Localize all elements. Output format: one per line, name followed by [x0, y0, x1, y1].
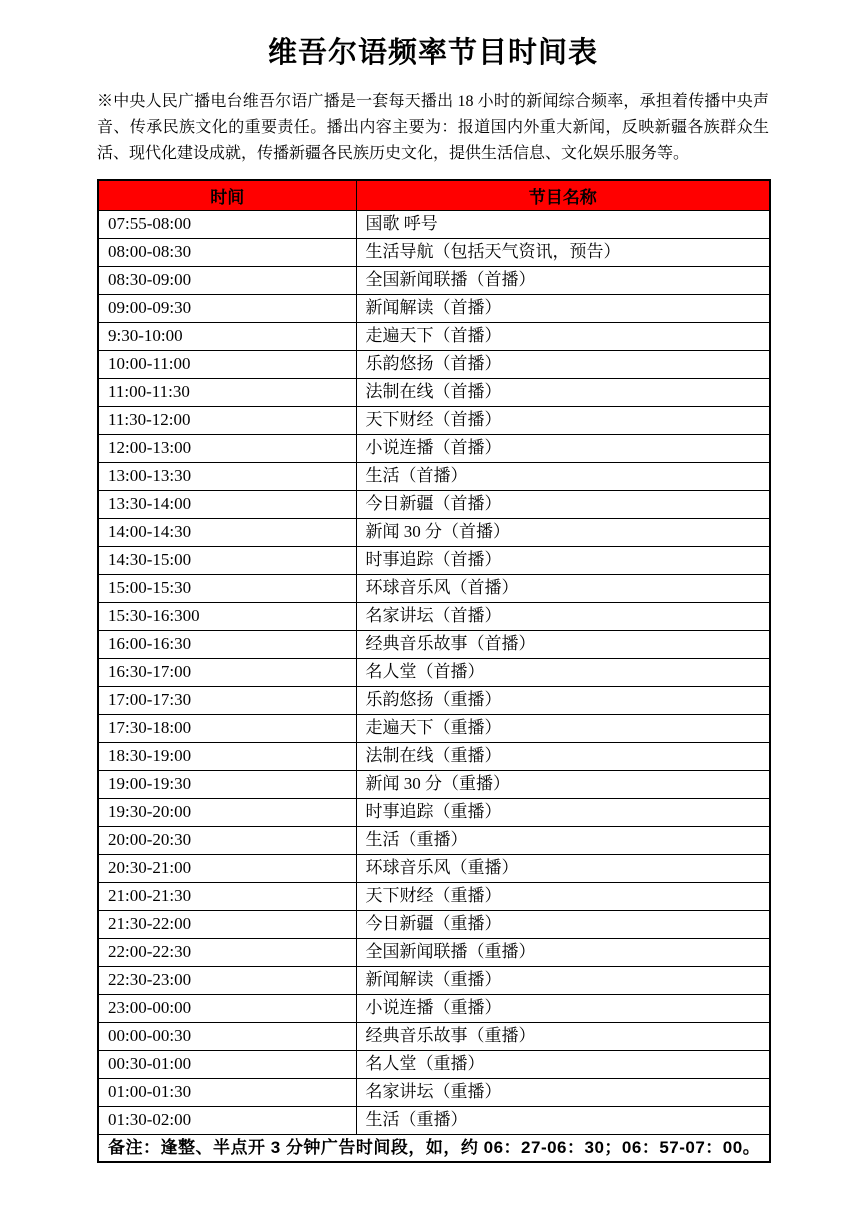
- table-row: [98, 798, 770, 826]
- time-cell: 21:30-22:00: [98, 910, 356, 938]
- program-cell: 名人堂（重播）: [356, 1050, 770, 1078]
- program-cell: 天下财经（重播）: [356, 882, 770, 910]
- program-cell: 时事追踪（首播）: [356, 546, 770, 574]
- time-cell: 22:30-23:00: [98, 966, 356, 994]
- table-body: [98, 210, 770, 1134]
- program-cell: 名家讲坛（首播）: [356, 602, 770, 630]
- program-cell: 生活（重播）: [356, 1106, 770, 1134]
- table-row: [98, 1078, 770, 1106]
- time-cell: 14:00-14:30: [98, 518, 356, 546]
- time-cell: 19:30-20:00: [98, 798, 356, 826]
- time-cell: 00:00-00:30: [98, 1022, 356, 1050]
- program-cell: 环球音乐风（首播）: [356, 574, 770, 602]
- note-row: [98, 1134, 770, 1162]
- intro-paragraph: ※中央人民广播电台维吾尔语广播是一套每天播出 18 小时的新闻综合频率，承担着传播中央声音、传承民族文化的重要责任。播出内容主要为：报道国内外重大新闻，反映新疆各族群众生活、现代化建设成就，传播新疆各民族历史文化，提供生活信息、文化娱乐服务等。: [97, 93, 769, 162]
- page-title: 维吾尔语频率节目时间表: [267, 37, 598, 69]
- program-cell: 国歌 呼号: [356, 210, 770, 238]
- time-cell: 13:30-14:00: [98, 490, 356, 518]
- program-cell: 乐韵悠扬（重播）: [356, 686, 770, 714]
- time-cell: 17:00-17:30: [98, 686, 356, 714]
- time-cell: 01:00-01:30: [98, 1078, 356, 1106]
- time-cell: 22:00-22:30: [98, 938, 356, 966]
- table-row: [98, 938, 770, 966]
- table-row: [98, 490, 770, 518]
- program-cell: 经典音乐故事（首播）: [356, 630, 770, 658]
- table-row: [98, 742, 770, 770]
- program-cell: 时事追踪（重播）: [356, 798, 770, 826]
- table-row: [98, 854, 770, 882]
- time-cell: 00:30-01:00: [98, 1050, 356, 1078]
- program-cell: 全国新闻联播（重播）: [356, 938, 770, 966]
- table-row: [98, 546, 770, 574]
- program-cell: 今日新疆（首播）: [356, 490, 770, 518]
- program-cell: 走遍天下（首播）: [356, 322, 770, 350]
- time-cell: 17:30-18:00: [98, 714, 356, 742]
- program-cell: 小说连播（重播）: [356, 994, 770, 1022]
- time-cell: 01:30-02:00: [98, 1106, 356, 1134]
- time-cell: 19:00-19:30: [98, 770, 356, 798]
- time-cell: 11:00-11:30: [98, 378, 356, 406]
- program-cell: 走遍天下（重播）: [356, 714, 770, 742]
- table-row: [98, 378, 770, 406]
- time-cell: 11:30-12:00: [98, 406, 356, 434]
- program-cell: 生活（重播）: [356, 826, 770, 854]
- table-row: [98, 630, 770, 658]
- table-header: [98, 180, 770, 210]
- program-cell: 名人堂（首播）: [356, 658, 770, 686]
- time-cell: 20:30-21:00: [98, 854, 356, 882]
- table-row: [98, 574, 770, 602]
- time-cell: 13:00-13:30: [98, 462, 356, 490]
- col-header-time: 时间: [98, 180, 356, 210]
- table-row: [98, 966, 770, 994]
- table-row: [98, 238, 770, 266]
- program-cell: 新闻 30 分（首播）: [356, 518, 770, 546]
- table-row: [98, 686, 770, 714]
- program-cell: 小说连播（首播）: [356, 434, 770, 462]
- program-cell: 乐韵悠扬（首播）: [356, 350, 770, 378]
- program-cell: 环球音乐风（重播）: [356, 854, 770, 882]
- table-row: [98, 658, 770, 686]
- table-row: [98, 462, 770, 490]
- table-row: [98, 1022, 770, 1050]
- document-page: [97, 0, 769, 1163]
- time-cell: 08:00-08:30: [98, 238, 356, 266]
- program-cell: 新闻解读（首播）: [356, 294, 770, 322]
- table-row: [98, 294, 770, 322]
- table-row: [98, 1050, 770, 1078]
- time-cell: 09:00-09:30: [98, 294, 356, 322]
- table-row: [98, 518, 770, 546]
- time-cell: 12:00-13:00: [98, 434, 356, 462]
- table-row: [98, 882, 770, 910]
- col-header-program: 节目名称: [356, 180, 770, 210]
- program-cell: 法制在线（重播）: [356, 742, 770, 770]
- table-row: [98, 910, 770, 938]
- header-row: [98, 180, 770, 210]
- table-row: [98, 714, 770, 742]
- table-row: [98, 770, 770, 798]
- table-row: [98, 210, 770, 238]
- program-cell: 今日新疆（重播）: [356, 910, 770, 938]
- table-row: [98, 434, 770, 462]
- time-cell: 10:00-11:00: [98, 350, 356, 378]
- time-cell: 16:00-16:30: [98, 630, 356, 658]
- note-cell: 备注：逢整、半点开 3 分钟广告时间段，如，约 06：27-06：30；06：57-07：00。: [98, 1134, 770, 1162]
- time-cell: 08:30-09:00: [98, 266, 356, 294]
- table-row: [98, 1106, 770, 1134]
- table-row: [98, 350, 770, 378]
- program-cell: 名家讲坛（重播）: [356, 1078, 770, 1106]
- program-cell: 全国新闻联播（首播）: [356, 266, 770, 294]
- program-cell: 新闻 30 分（重播）: [356, 770, 770, 798]
- program-cell: 新闻解读（重播）: [356, 966, 770, 994]
- table-row: [98, 322, 770, 350]
- time-cell: 07:55-08:00: [98, 210, 356, 238]
- program-cell: 法制在线（首播）: [356, 378, 770, 406]
- schedule-table: [97, 179, 771, 1163]
- program-cell: 经典音乐故事（重播）: [356, 1022, 770, 1050]
- time-cell: 20:00-20:30: [98, 826, 356, 854]
- time-cell: 23:00-00:00: [98, 994, 356, 1022]
- program-cell: 生活（首播）: [356, 462, 770, 490]
- time-cell: 14:30-15:00: [98, 546, 356, 574]
- time-cell: 15:30-16:300: [98, 602, 356, 630]
- table-row: [98, 994, 770, 1022]
- program-cell: 天下财经（首播）: [356, 406, 770, 434]
- table-row: [98, 602, 770, 630]
- table-row: [98, 266, 770, 294]
- program-cell: 生活导航（包括天气资讯，预告）: [356, 238, 770, 266]
- time-cell: 16:30-17:00: [98, 658, 356, 686]
- time-cell: 21:00-21:30: [98, 882, 356, 910]
- table-row: [98, 826, 770, 854]
- time-cell: 15:00-15:30: [98, 574, 356, 602]
- table-footer: [98, 1134, 770, 1162]
- time-cell: 9:30-10:00: [98, 322, 356, 350]
- table-row: [98, 406, 770, 434]
- time-cell: 18:30-19:00: [98, 742, 356, 770]
